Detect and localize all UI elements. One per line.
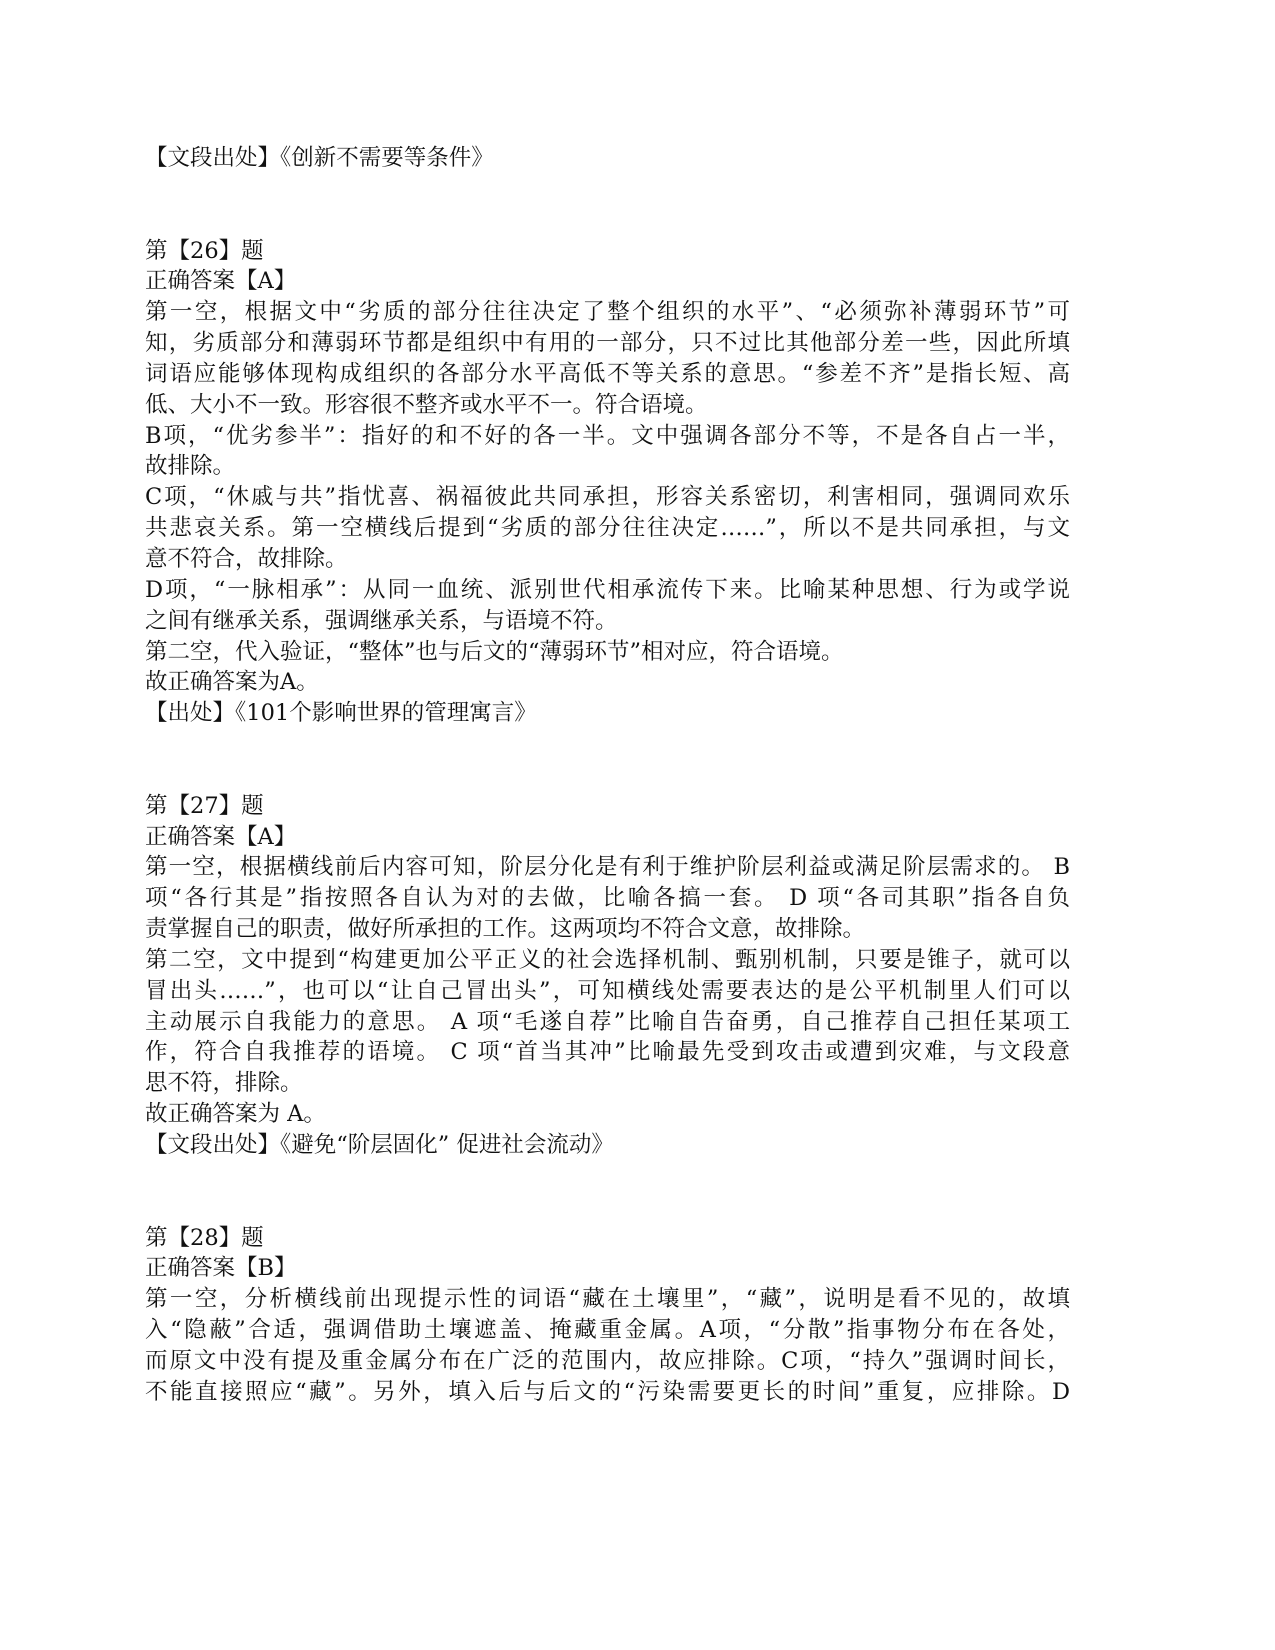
text-line: 故正确答案为A。	[145, 669, 319, 696]
text-line: 【文段出处】《创新不需要等条件》	[145, 145, 494, 171]
text-line: 第一空，根据横线前后内容可知，阶层分化是有利于维护阶层利益或满足阶层需求的。 B	[145, 854, 1070, 881]
text-line: 低、大小不一致。形容很不整齐或水平不一。符合语境。	[145, 391, 708, 418]
text-line: 词语应能够体现构成组织的各部分水平高低不等关系的意思。“参差不齐”是指长短、高	[145, 360, 1070, 387]
text-line: 责掌握自己的职责，做好所承担的工作。这两项均不符合文意，故排除。	[145, 916, 866, 943]
paragraph	[145, 852, 1070, 945]
paragraph	[145, 637, 1070, 668]
text-line: 正确答案【B】	[145, 1255, 297, 1282]
paragraph	[145, 667, 1070, 698]
text-line: 而原文中没有提及重金属分布在广泛的范围内，故应排除。C项，“持久”强调时间长，	[145, 1347, 1070, 1374]
question-27	[145, 791, 1070, 1161]
text-line: 第【28】题	[145, 1224, 264, 1251]
text-line: 思不符，排除。	[145, 1070, 303, 1097]
text-line: 共悲哀关系。第一空横线后提到“劣质的部分往往决定……”，所以不是共同承担，与文	[145, 515, 1070, 542]
text-line: 【出处】《101个影响世界的管理寓言》	[145, 700, 537, 727]
paragraph	[145, 1284, 1070, 1407]
paragraph	[145, 266, 1070, 297]
text-line: 项“各行其是”指按照各自认为对的去做，比喻各搞一套。 D 项“各司其职”指各自负	[145, 885, 1070, 912]
paragraph	[145, 236, 1070, 267]
paragraph	[145, 482, 1070, 575]
text-line: 作，符合自我推荐的语境。 C 项“首当其冲”比喻最先受到攻击或遭到灾难，与文段意	[145, 1039, 1070, 1066]
document-body	[145, 143, 1070, 1408]
paragraph	[145, 1253, 1070, 1284]
text-line: 不能直接照应“藏”。另外，填入后与后文的“污染需要更长的时间”重复，应排除。D	[145, 1378, 1070, 1405]
text-line: C项，“休戚与共”指忧喜、祸福彼此共同承担，形容关系密切，利害相同，强调同欢乐	[145, 484, 1070, 511]
paragraph	[145, 1223, 1070, 1254]
paragraph	[145, 575, 1070, 637]
text-line: 主动展示自我能力的意思。 A 项“毛遂自荐”比喻自告奋勇，自己推荐自己担任某项工	[145, 1008, 1070, 1035]
text-line: 之间有继承关系，强调继承关系，与语境不符。	[145, 607, 618, 634]
text-line: 【文段出处】《避免“阶层固化” 促进社会流动》	[145, 1132, 614, 1158]
paragraph	[145, 1130, 1070, 1161]
text-line: 正确答案【A】	[145, 268, 297, 295]
source-q25	[145, 143, 1070, 174]
text-line: 故正确答案为 A。	[145, 1101, 326, 1128]
paragraph	[145, 791, 1070, 822]
paragraph	[145, 421, 1070, 483]
paragraph	[145, 143, 1070, 174]
paragraph	[145, 822, 1070, 853]
text-line: 第【27】题	[145, 792, 264, 819]
text-line: 冒出头……”，也可以“让自己冒出头”，可知横线处需要表达的是公平机制里人们可以	[145, 977, 1070, 1004]
paragraph	[145, 1099, 1070, 1130]
paragraph	[145, 698, 1070, 729]
section-gap	[145, 729, 1070, 791]
section-gap	[145, 1161, 1070, 1223]
text-line: 第一空，根据文中“劣质的部分往往决定了整个组织的水平”、“必须弥补薄弱环节”可	[145, 299, 1070, 326]
text-line: 知，劣质部分和薄弱环节都是组织中有用的一部分，只不过比其他部分差一些，因此所填	[145, 330, 1070, 357]
text-line: 第二空，文中提到“构建更加公平正义的社会选择机制、甄别机制，只要是锥子，就可以	[145, 946, 1070, 973]
text-line: 意不符合，故排除。	[145, 545, 348, 572]
paragraph	[145, 945, 1070, 1099]
text-line: 第二空，代入验证，“整体”也与后文的“薄弱环节”相对应，符合语境。	[145, 638, 844, 665]
question-28	[145, 1223, 1070, 1408]
section-gap	[145, 174, 1070, 236]
text-line: 正确答案【A】	[145, 823, 297, 850]
text-line: 第【26】题	[145, 237, 264, 264]
text-line: 第一空，分析横线前出现提示性的词语“藏在土壤里”，“藏”，说明是看不见的，故填	[145, 1286, 1070, 1313]
text-line: D项，“一脉相承”：从同一血统、派别世代相承流传下来。比喻某种思想、行为或学说	[145, 576, 1070, 603]
text-line: 故排除。	[145, 453, 236, 480]
paragraph	[145, 297, 1070, 420]
text-line: 入“隐蔽”合适，强调借助土壤遮盖、掩藏重金属。A项，“分散”指事物分布在各处，	[145, 1317, 1070, 1344]
text-line: B项，“优劣参半”：指好的和不好的各一半。文中强调各部分不等，不是各自占一半，	[145, 422, 1070, 449]
question-26	[145, 236, 1070, 730]
